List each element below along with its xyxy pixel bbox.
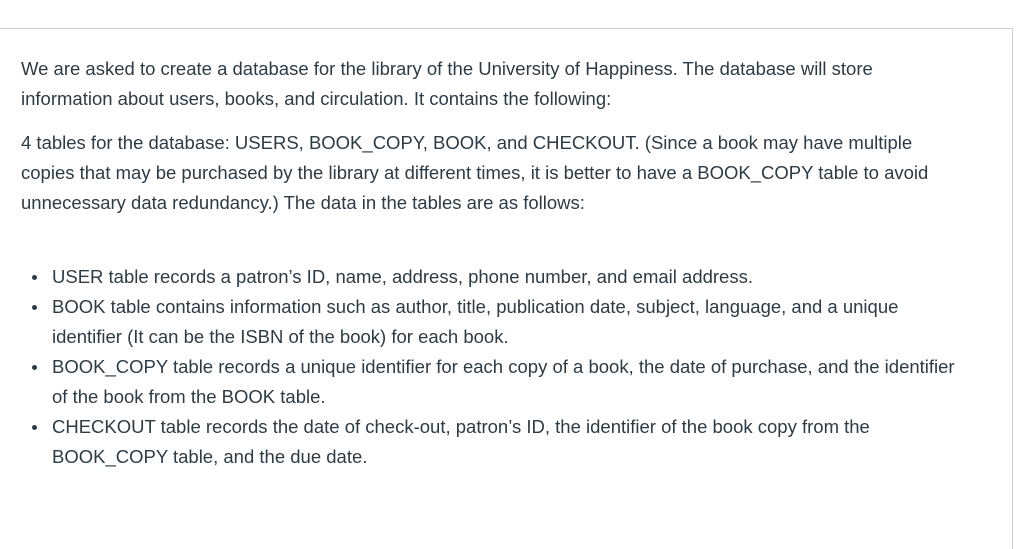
list-item-text: CHECKOUT table records the date of check-out, patron’s ID, the identifier of the book copy from the BOOK_COPY table, and the due date.: [52, 416, 870, 467]
list-item-text: BOOK_COPY table records a unique identifier for each copy of a book, the date of purchase, and the identifier of the book from the BOOK table.: [52, 356, 955, 407]
tables-paragraph: 4 tables for the database: USERS, BOOK_COPY, BOOK, and CHECKOUT. (Since a book may have multiple copies that may be purchased by the library at different times, it is better to have a BOOK_COPY table to avoid unnecessary data redundancy.) The data in the tables are as follows:: [21, 132, 929, 213]
bullet-icon: [32, 305, 37, 310]
list-item-checkout-table: [21, 412, 962, 472]
list-item-book-copy-table: [21, 352, 962, 412]
intro-paragraph: We are asked to create a database for the library of the University of Happiness. The database will store information about users, books, and circulation. It contains the following:: [21, 58, 873, 109]
list-item-text: USER table records a patron’s ID, name, address, phone number, and email address.: [52, 266, 753, 287]
bullet-icon: [32, 275, 37, 280]
bullet-icon: [32, 365, 37, 370]
list-item-text: BOOK table contains information such as author, title, publication date, subject, language, and a unique identifier (It can be the ISBN of the book) for each book.: [52, 296, 899, 347]
table-description-list: [21, 262, 981, 472]
bullet-icon: [32, 425, 37, 430]
list-item-user-table: [21, 262, 962, 292]
list-item-book-table: [21, 292, 962, 352]
